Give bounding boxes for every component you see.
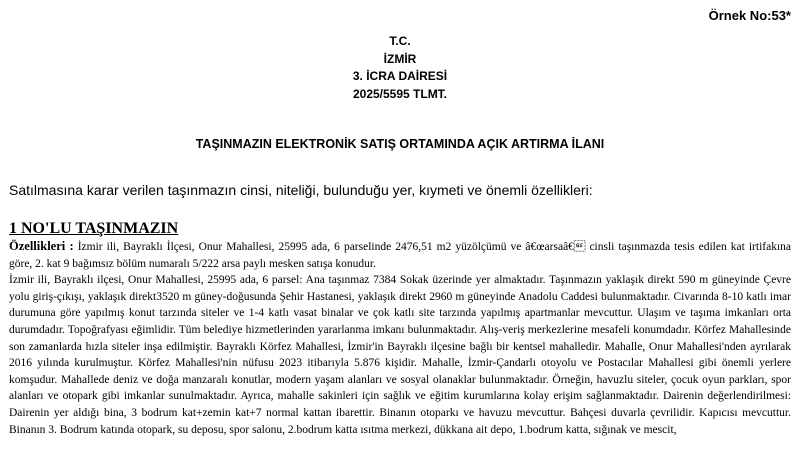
- intro-text: Satılmasına karar verilen taşınmazın cinsi, niteliği, bulunduğu yer, kıymeti ve önemli özellikleri:: [9, 182, 593, 198]
- description-paragraph: İzmir ili, Bayraklı ilçesi, Onur Mahallesi, 25995 ada, 6 parsel: Ana taşınmaz 7384 Sokak üzerinde yer almaktadır. Taşınmazın yaklaşık direkt 590 m güneyinde Çevre yolu giriş-çıkışı, yaklaşık direkt3520 m güney-doğusunda Şehir Hastanesi, yaklaşık direkt 2960 m güneyinde Anadolu Caddesi bulunmaktadır. Civarında 8-10 katlı imar durumuna göre yapılmış konut tarzında siteler ve 1-4 katlı vasat binalar ve çok katlı site tarzında yapılmış apartmanlar mevcuttur. Ulaşım ve taşıma imkanları orta durumdadır. Topoğrafyası eğimlidir. Tüm belediye hizmetlerinden yararlanma imkanı bulunmaktadır. Alış-veriş merkezlerine mesafeli konumdadır. Körfez Mahallesinde son zamanlarda hızla siteler inşa edilmiştir. Bayraklı Körfez Mahallesi, İzmir'in Bayraklı ilçesine bağlı bir kentsel mahalledir. Mahalle, Onur Mahallesi'nden ayrılarak 2016 yılında kurulmuştur. Körfez Mahallesi'nin nüfusu 2023 itibarıyla 5.876 kişidir. Mahalle, İzmir-Çandarlı otoyolu ve Postacılar Mahallesi gibi önemli yerlere komşudur. Mahallede deniz ve doğa manzaralı konutlar, modern yaşam alanları ve sosyal olanaklar bulunmaktadır. Örneğin, havuzlu siteler, çocuk oyun parkları, spor alanları ve otopark gibi imkanlar sunulmaktadır. Ayrıca, mahalle sakinleri için sağlık ve eğitim kurumlarına kolay erişim sağlanmaktadır. Dairenin değerlendirilmesi: Dairenin yer aldığı bina, 3 bodrum kat+zemin kat+7 normal kattan ibarettir. Binanın otoparkı ve havuzu mevcuttur. Bahçesi duvarla çevrilidir. Kapıcısı mevcuttur. Binanın 3. Bodrum katında otopark, su deposu, spor salonu, 2.bodrum katta ısıtma merkezi, dükkana ait depo, 1.bodrum katta, sığınak ve mescit,: [9, 274, 791, 436]
- features-text: İzmir ili, Bayraklı İlçesi, Onur Mahallesi, 25995 ada, 6 parselinde 2476,51 m2 yüzölçümü ve â€œarsaâ€ cinsli taşınmazda tesis edilen kat irtifakına göre, 2. kat 9 bağımsız bölüm numaralı 5/222 arsa paylı mesken satışa konudur.: [9, 241, 791, 270]
- announcement-title: TAŞINMAZIN ELEKTRONİK SATIŞ ORTAMINDA AÇIK ARTIRMA İLANI: [195, 137, 605, 151]
- header-line-file-number: 2025/5595 TLMT.: [352, 86, 448, 101]
- header-line-office: 3. İCRA DAİRESİ: [352, 69, 448, 83]
- header-line-country: T.C.: [389, 34, 411, 48]
- header-line-city: İZMİR: [383, 51, 417, 66]
- section-title: 1 NO'LU TAŞINMAZIN: [9, 220, 179, 237]
- features-label: Özellikleri :: [9, 239, 74, 253]
- court-header: [300, 33, 500, 103]
- features-paragraph: [9, 238, 791, 272]
- property-description: [9, 238, 791, 438]
- sample-number: Örnek No:53*: [708, 8, 791, 23]
